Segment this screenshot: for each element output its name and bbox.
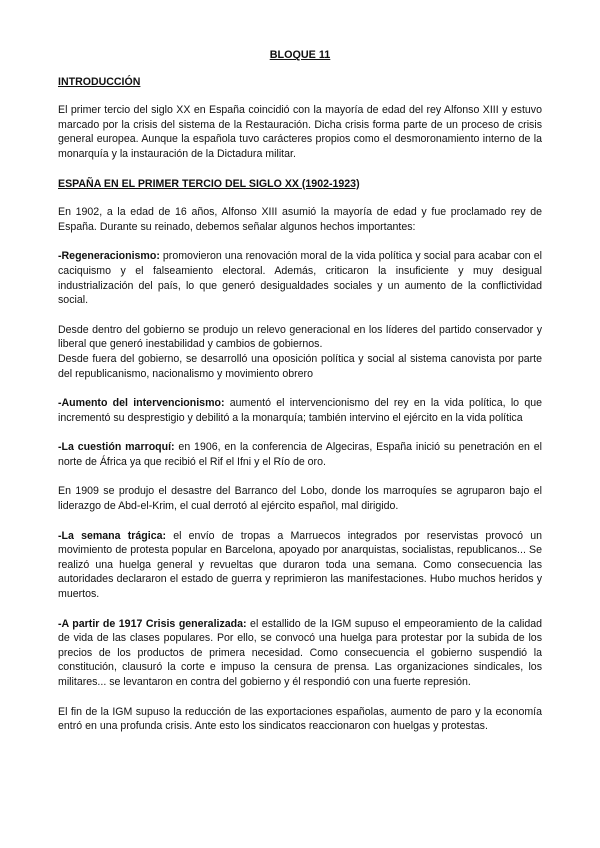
barranco-paragraph: En 1909 se produjo el desastre del Barranco del Lobo, donde los marroquíes se agruparon bajo el liderazgo de Abd-el-Krim, el cual derrotó al ejército español, mal dirigido. bbox=[58, 485, 542, 513]
marroqui-paragraph bbox=[58, 440, 542, 469]
gobierno-fuera-paragraph: Desde fuera del gobierno, se desarrolló una oposición política y social al sistema canovista por parte del republicanismo, nacionalismo y movimiento obrero bbox=[58, 352, 542, 380]
intervencionismo-term: -Aumento del intervencionismo: bbox=[58, 397, 225, 410]
crisis-1917-term: -A partir de 1917 Crisis generalizada: bbox=[58, 617, 247, 630]
crisis-1917-text: el estallido de la IGM supuso el empeoramiento de la calidad de vida de las clases populares. Por ello, se convocó una huelga para protestar por la subida de los precios de los productos de primera necesidad. Como consecuencia el gobierno suspendió la constitución, clausuró la corte e impuso la censura de prensa. Las organizaciones sindicales, los militares... se levantaron en contra del gobierno y él respondió con una fuerte represión. bbox=[58, 617, 542, 688]
regeneracionismo-term: -Regeneracionismo: bbox=[58, 250, 160, 263]
section-heading: ESPAÑA EN EL PRIMER TERCIO DEL SIGLO XX (1902-1923) bbox=[58, 177, 360, 190]
gobierno-dentro-paragraph: Desde dentro del gobierno se produjo un relevo generacional en los líderes del partido conservador y liberal que generó inestabilidad y cambios de gobiernos. bbox=[58, 323, 542, 351]
marroqui-term: -La cuestión marroquí: bbox=[58, 441, 175, 454]
intervencionismo-text: aumentó el intervencionismo del rey en la vida política, lo que incrementó su desprestigio y debilitó a la monarquía; también intervino el ejército en la vida política bbox=[58, 397, 542, 424]
regeneracionismo-text: promovieron una renovación moral de la vida política y social para acabar con el caciquismo y el falseamiento electoral. Además, criticaron la insuficiente y muy desigual industrialización del país, lo que generó desigualdades sociales y un aumento de la conflictividad social. bbox=[58, 250, 542, 307]
intro-heading: INTRODUCCIÓN bbox=[58, 75, 141, 88]
marroqui-text: en 1906, en la conferencia de Algeciras, España inició su penetración en el norte de África ya que recibió el Rif el Ifni y el Río de oro. bbox=[58, 441, 542, 468]
document-title: BLOQUE 11 bbox=[269, 49, 331, 61]
fin-igm-paragraph: El fin de la IGM supuso la reducción de las exportaciones españolas, aumento de paro y la economía entró en una profunda crisis. Ante esto los sindicatos reaccionaron con huelgas y protestas. bbox=[58, 705, 542, 733]
crisis-1917-paragraph bbox=[58, 617, 542, 690]
intro-paragraph: El primer tercio del siglo XX en España coincidió con la mayoría de edad del rey Alfonso XIII y estuvo marcado por la crisis del sistema de la Restauración. Dicha crisis forma parte de un proceso de crisis general europea. Aunque la española tuvo carácteres propios como el desmoronamiento interno de la monarquía y la instauración de la Dictadura militar. bbox=[58, 104, 542, 160]
intervencionismo-paragraph bbox=[58, 396, 542, 425]
document-page bbox=[58, 48, 542, 749]
opening-paragraph: En 1902, a la edad de 16 años, Alfonso XIII asumió la mayoría de edad y fue proclamado rey de España. Durante su reinado, debemos señalar algunos hechos importantes: bbox=[58, 206, 542, 233]
semana-tragica-text: el envío de tropas a Marruecos integrados por reservistas provocó un movimiento de protesta popular en Barcelona, apoyado por anarquistas, socialistas, republicanos... Se realizó una huelga general y revueltas que duraron toda una semana. Como consecuencia las autoridades declararon el estado de guerra y reprimieron las manifestaciones. Hubo muchos heridos y muertos. bbox=[58, 529, 542, 601]
semana-tragica-paragraph bbox=[58, 529, 542, 602]
semana-tragica-term: -La semana trágica: bbox=[58, 529, 167, 542]
regeneracionismo-paragraph bbox=[58, 249, 542, 307]
